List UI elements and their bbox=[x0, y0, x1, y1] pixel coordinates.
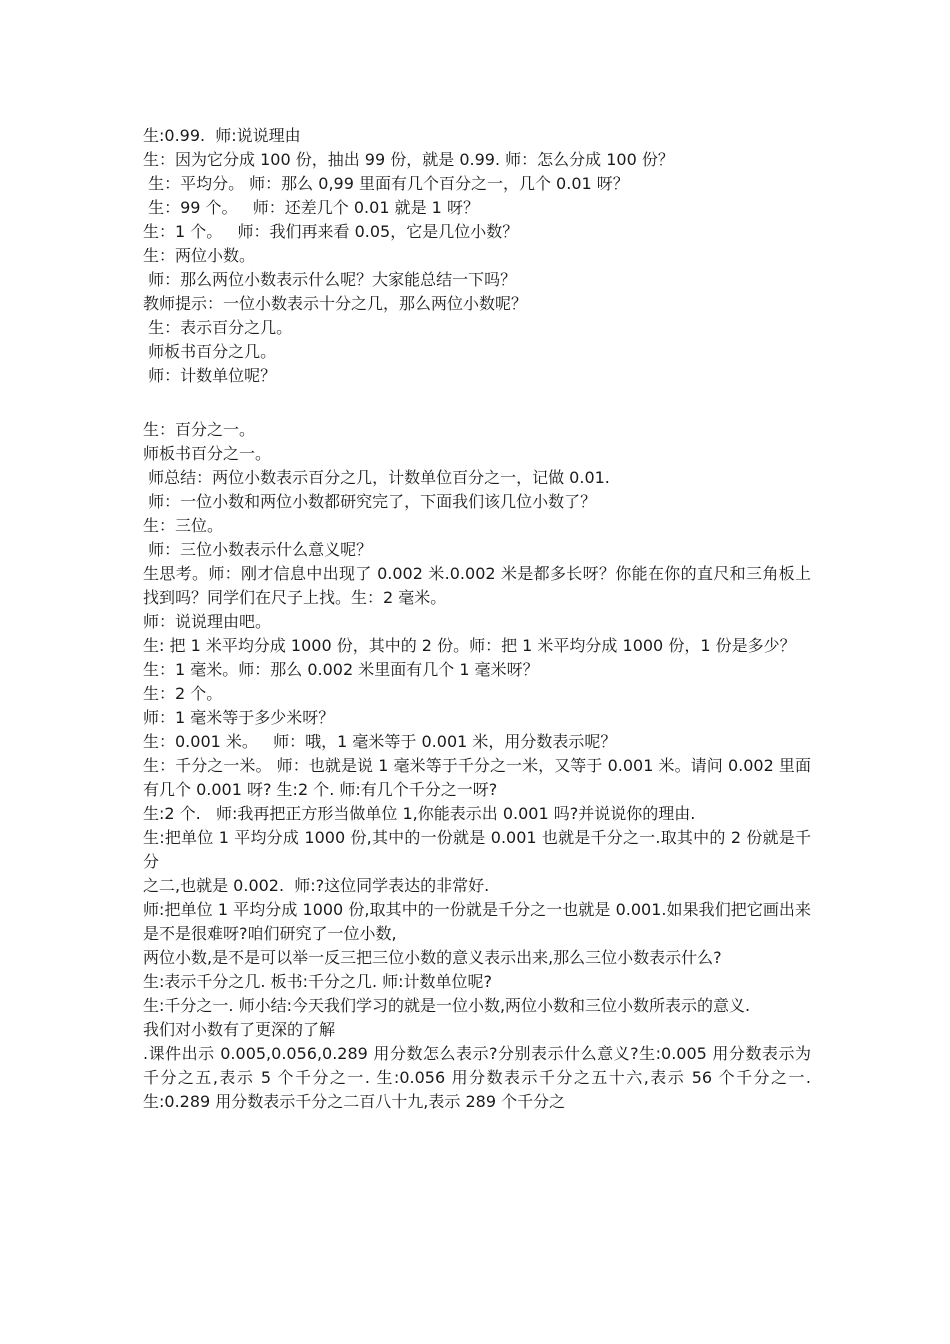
text-paragraph: 师:把单位 1 平均分成 1000 份,取其中的一份就是千分之一也就是 0.001.如果我们把它画出来是不是很难呀?咱们研究了一位小数, bbox=[143, 900, 811, 943]
text-line: 师：那么两位小数表示什么呢？大家能总结一下吗？ bbox=[143, 270, 517, 289]
text-line: 我们对小数有了更深的了解 bbox=[143, 1020, 336, 1039]
text-line: 师：一位小数和两位小数都研究完了，下面我们该几位小数了？ bbox=[143, 492, 597, 511]
text-line: 生：平均分。 师：那么 0,99 里面有几个百分之一，几个 0.01 呀？ bbox=[143, 174, 629, 193]
text-line: 生:2 个. 师:我再把正方形当做单位 1,你能表示出 0.001 吗?并说说你的理由. bbox=[143, 804, 696, 823]
text-paragraph: 生:千分之一. 师小结:今天我们学习的就是一位小数,两位小数和三位小数所表示的意义. bbox=[143, 996, 751, 1015]
text-line: 教师提示：一位小数表示十分之几，那么两位小数呢？ bbox=[143, 294, 528, 313]
text-line: 生：因为它分成 100 份，抽出 99 份，就是 0.99. 师：怎么分成 100 份？ bbox=[143, 150, 674, 169]
text-paragraph: 生：千分之一米。 师：也就是说 1 毫米等于千分之一米，又等于 0.001 米。请问 0.002 里面有几个 0.001 呀? 生:2 个. 师:有几个千分之一呀? bbox=[143, 756, 811, 799]
blank-line bbox=[143, 388, 811, 418]
document-body bbox=[143, 124, 811, 1114]
text-line: 生：1 个。 师：我们再来看 0.05，它是几位小数？ bbox=[143, 222, 519, 241]
text-line: 师：三位小数表示什么意义呢？ bbox=[143, 540, 373, 559]
text-paragraph: 生:把单位 1 平均分成 1000 份,其中的一份就是 0.001 也就是千分之一.取其中的 2 份就是千分 bbox=[143, 828, 811, 871]
text-line: 师：说说理由吧。 bbox=[143, 612, 272, 631]
text-line: 生:表示千分之几. 板书:千分之几. 师:计数单位呢? bbox=[143, 972, 493, 991]
text-line: 生：三位。 bbox=[143, 516, 224, 535]
text-line: 师板书百分之几。 bbox=[143, 342, 277, 361]
text-paragraph: 生思考。师：刚才信息中出现了 0.002 米.0.002 米是都多长呀？你能在你的直尺和三角板上找到吗？同学们在尺子上找。生：2 毫米。 bbox=[143, 564, 811, 607]
text-line: 之二,也就是 0.002. 师:?这位同学表达的非常好. bbox=[143, 876, 490, 895]
text-line: 生：2 个。 bbox=[143, 684, 223, 703]
text-line: 生：表示百分之几。 bbox=[143, 318, 293, 337]
text-line: 师总结：两位小数表示百分之几，计数单位百分之一，记做 0.01. bbox=[143, 468, 610, 487]
text-line: 生：1 毫米。师：那么 0.002 米里面有几个 1 毫米呀？ bbox=[143, 660, 539, 679]
text-line: 生：两位小数。 bbox=[143, 246, 256, 265]
text-paragraph: 生: 把 1 米平均分成 1000 份，其中的 2 份。师：把 1 米平均分成 1000 份，1 份是多少？ bbox=[143, 636, 796, 655]
text-line: 生：99 个。 师：还差几个 0.01 就是 1 呀？ bbox=[143, 198, 479, 217]
text-line: 师：计数单位呢？ bbox=[143, 366, 277, 385]
text-line: 师板书百分之一。 bbox=[143, 444, 272, 463]
text-line: 师：1 毫米等于多少米呀？ bbox=[143, 708, 335, 727]
text-line: 生:0.99. 师:说说理由 bbox=[143, 126, 301, 145]
text-paragraph: .课件出示 0.005,0.056,0.289 用分数怎么表示?分别表示什么意义?生:0.005 用分数表示为千分之五,表示 5 个千分之一. 生:0.056 用分数表示千分之五十六,表示 56 个千分之一. 生:0.289 用分数表示千分之二百八十九,表示 289 个千分之 bbox=[143, 1044, 811, 1111]
text-line: 生：0.001 米。 师：哦，1 毫米等于 0.001 米，用分数表示呢？ bbox=[143, 732, 617, 751]
text-paragraph: 两位小数,是不是可以举一反三把三位小数的意义表示出来,那么三位小数表示什么? bbox=[143, 948, 722, 967]
text-line: 生：百分之一。 bbox=[143, 420, 256, 439]
